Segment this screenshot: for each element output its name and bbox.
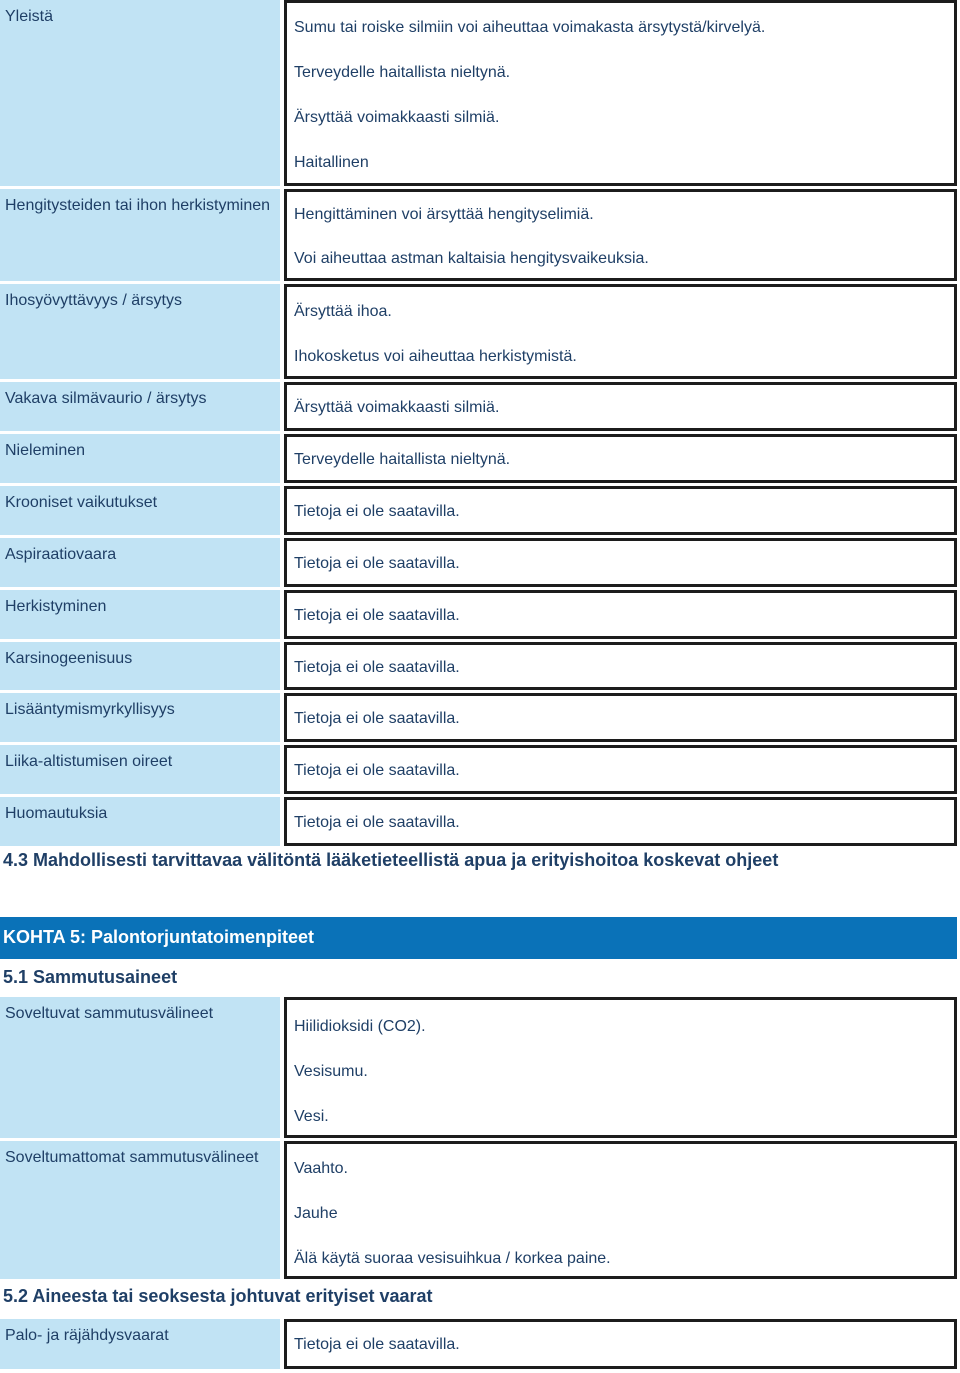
row-value bbox=[284, 538, 957, 587]
row-value bbox=[284, 797, 957, 846]
row-value bbox=[284, 434, 957, 483]
table-row bbox=[0, 486, 960, 535]
value-line: Vesisumu. bbox=[294, 1063, 368, 1080]
row-value bbox=[284, 745, 957, 794]
row-value bbox=[284, 189, 957, 281]
row-label: Herkistyminen bbox=[0, 590, 280, 639]
value-line: Voi aiheuttaa astman kaltaisia hengitysvaikeuksia. bbox=[294, 250, 649, 267]
row-label: Vakava silmävaurio / ärsytys bbox=[0, 382, 280, 431]
section-heading-5-2: 5.2 Aineesta tai seoksesta johtuvat erityiset vaarat bbox=[3, 1286, 433, 1306]
row-label: Krooniset vaikutukset bbox=[0, 486, 280, 535]
row-label: Yleistä bbox=[0, 0, 280, 186]
table-row bbox=[0, 997, 960, 1138]
row-value bbox=[284, 590, 957, 639]
table-row bbox=[0, 538, 960, 587]
row-value bbox=[284, 693, 957, 742]
row-label: Liika-altistumisen oireet bbox=[0, 745, 280, 794]
value-line: Tietoja ei ole saatavilla. bbox=[294, 607, 460, 624]
row-label: Aspiraatiovaara bbox=[0, 538, 280, 587]
value-line: Hengittäminen voi ärsyttää hengityselimiä. bbox=[294, 206, 594, 223]
value-line: Terveydelle haitallista nieltynä. bbox=[294, 451, 511, 468]
section-heading-5-1: 5.1 Sammutusaineet bbox=[3, 967, 178, 987]
value-line: Vesi. bbox=[294, 1108, 329, 1125]
table-row bbox=[0, 745, 960, 794]
table-row bbox=[0, 693, 960, 742]
value-line: Ärsyttää voimakkaasti silmiä. bbox=[294, 399, 500, 416]
row-value bbox=[284, 1319, 957, 1369]
table-row bbox=[0, 382, 960, 431]
row-value bbox=[284, 997, 957, 1138]
table-row bbox=[0, 642, 960, 690]
row-label: Karsinogeenisuus bbox=[0, 642, 280, 690]
value-line: Ärsyttää voimakkaasti silmiä. bbox=[294, 109, 500, 126]
value-line: Älä käytä suoraa vesisuihkua / korkea paine. bbox=[294, 1250, 611, 1267]
row-value bbox=[284, 0, 957, 186]
row-value bbox=[284, 486, 957, 535]
section-heading-4-3: 4.3 Mahdollisesti tarvittavaa välitöntä lääketieteellistä apua ja erityishoitoa koskevat ohjeet bbox=[3, 850, 779, 870]
value-line: Hiilidioksidi (CO2). bbox=[294, 1018, 426, 1035]
value-line: Tietoja ei ole saatavilla. bbox=[294, 659, 460, 676]
value-line: Tietoja ei ole saatavilla. bbox=[294, 762, 460, 779]
value-line: Vaahto. bbox=[294, 1160, 348, 1177]
row-value bbox=[284, 382, 957, 431]
row-value bbox=[284, 1141, 957, 1279]
table-row bbox=[0, 189, 960, 281]
value-line: Haitallinen bbox=[294, 154, 369, 171]
section-5-title-bar: KOHTA 5: Palontorjuntatoimenpiteet bbox=[0, 917, 957, 959]
table-row bbox=[0, 434, 960, 483]
value-line: Ärsyttää ihoa. bbox=[294, 303, 392, 320]
table-row bbox=[0, 797, 960, 846]
row-label: Soveltumattomat sammutusvälineet bbox=[0, 1141, 280, 1279]
value-line: Jauhe bbox=[294, 1205, 338, 1222]
value-line: Ihokosketus voi aiheuttaa herkistymistä. bbox=[294, 348, 577, 365]
table-row bbox=[0, 284, 960, 379]
row-label: Lisääntymismyrkyllisyys bbox=[0, 693, 280, 742]
table-row bbox=[0, 1319, 960, 1369]
value-line: Tietoja ei ole saatavilla. bbox=[294, 555, 460, 572]
row-label: Hengitysteiden tai ihon herkistyminen bbox=[0, 189, 280, 281]
value-line: Sumu tai roiske silmiin voi aiheuttaa voimakasta ärsytystä/kirvelyä. bbox=[294, 19, 766, 36]
row-value bbox=[284, 284, 957, 379]
row-value bbox=[284, 642, 957, 690]
value-line: Tietoja ei ole saatavilla. bbox=[294, 503, 460, 520]
value-line: Tietoja ei ole saatavilla. bbox=[294, 814, 460, 831]
row-label: Soveltuvat sammutusvälineet bbox=[0, 997, 280, 1138]
row-label: Nieleminen bbox=[0, 434, 280, 483]
row-label: Ihosyövyttävyys / ärsytys bbox=[0, 284, 280, 379]
value-line: Tietoja ei ole saatavilla. bbox=[294, 1336, 460, 1353]
table-row bbox=[0, 0, 960, 186]
value-line: Terveydelle haitallista nieltynä. bbox=[294, 64, 511, 81]
row-label: Palo- ja räjähdysvaarat bbox=[0, 1319, 280, 1369]
table-row bbox=[0, 590, 960, 639]
row-label: Huomautuksia bbox=[0, 797, 280, 846]
value-line: Tietoja ei ole saatavilla. bbox=[294, 710, 460, 727]
table-row bbox=[0, 1141, 960, 1279]
